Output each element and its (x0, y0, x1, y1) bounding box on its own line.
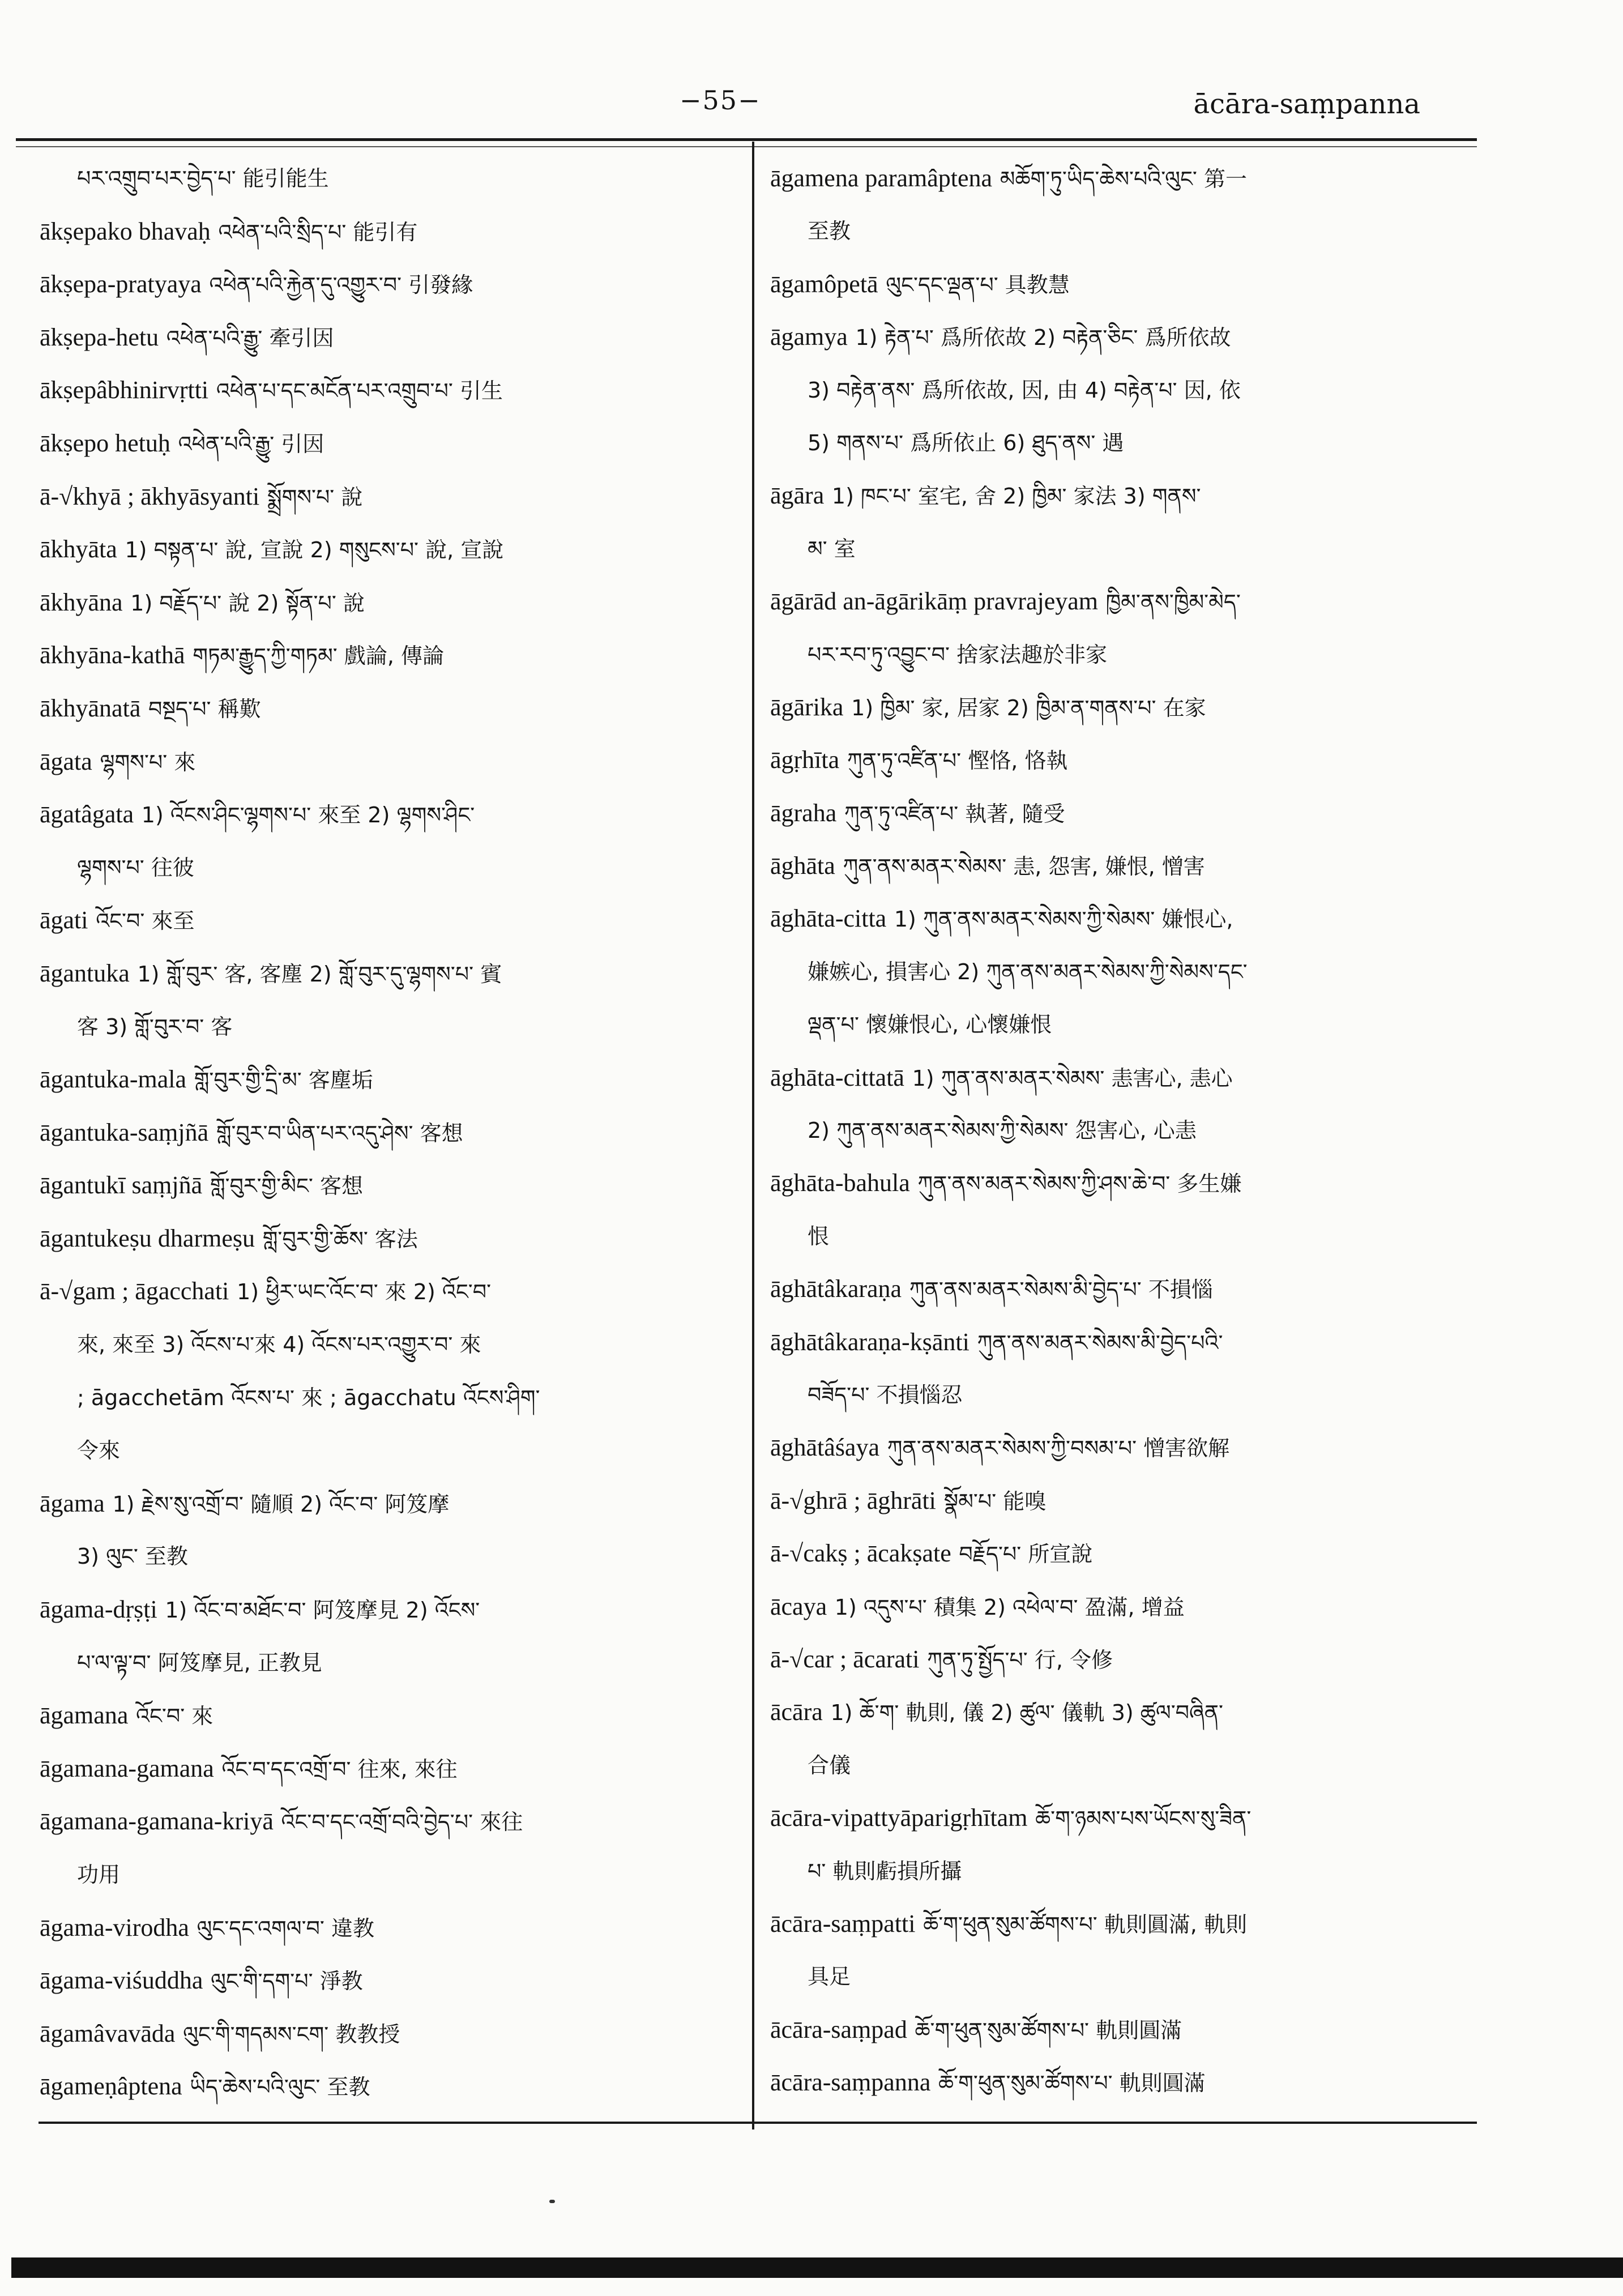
dictionary-entry (40, 1901, 742, 1954)
scan-edge-band (11, 2257, 1623, 2278)
entry-continuation (770, 522, 1478, 575)
entry-headword: āgamâvavāda (40, 2019, 176, 2047)
entry-headword: āgamana-gamana-kriyā (40, 1807, 274, 1836)
entry-headword: āgama-viśuddha (40, 1966, 203, 1995)
entry-headword: ācāra-saṃpad (770, 2015, 907, 2043)
entry-definition: ལུང་གི་དག་པ་ 淨教 (211, 1969, 363, 1994)
entry-headword: āgamana-gamana (40, 1754, 214, 1782)
dictionary-entry (40, 1583, 742, 1636)
entry-headword: āghāta-bahula (770, 1169, 910, 1197)
entry-headword: āghāta (770, 852, 835, 880)
entry-definition: 至教 (808, 219, 851, 244)
entry-definition: སྣོམ་པ་ 能嗅 (943, 1488, 1047, 1514)
entry-definition: 來, 來至 3) འོངས་པ་來 4) འོངས་པར་འགྱུར་བ་ 來 (77, 1332, 481, 1358)
entry-definition: 1) ཀུན་ནས་མནར་སེམས་ཀྱི་སེམས་ 嫌恨心, (894, 907, 1233, 932)
entry-continuation (770, 998, 1478, 1051)
dictionary-entry (770, 1527, 1478, 1580)
entry-continuation (40, 1636, 742, 1689)
entry-definition: 3) ལུང་ 至教 (77, 1544, 188, 1569)
entry-continuation (40, 1424, 742, 1477)
entry-definition: པ་ 軌則虧損所攝 (808, 1858, 962, 1884)
entry-headword: āghātâśaya (770, 1433, 879, 1462)
entry-continuation (40, 841, 742, 894)
entry-headword: āgamôpetā (770, 270, 878, 298)
entry-continuation (40, 152, 742, 205)
entry-definition: 1) བསྟན་པ་ 說, 宣說 2) གསུངས་པ་ 說, 宣說 (125, 537, 504, 563)
dictionary-entry (40, 788, 742, 841)
dictionary-entry (40, 2007, 742, 2060)
entry-definition: གློ་བུར་གྱི་མིང་ 客想 (210, 1173, 363, 1199)
entry-definition: ཆོ་ག་ཕུན་སུམ་ཚོགས་པ་ 軌則圓滿 (938, 2071, 1206, 2096)
entry-definition: ཡིད་ཆེས་པའི་ལུང་ 至教 (190, 2075, 370, 2100)
top-rule-thin (16, 146, 1477, 147)
dictionary-entry (40, 1265, 742, 1318)
dictionary-entry (770, 1156, 1478, 1209)
entry-continuation (770, 1950, 1478, 2003)
entry-headword: āghātâkaraṇa-kṣānti (770, 1328, 969, 1356)
dictionary-entry (770, 1421, 1478, 1474)
entry-definition: ཆོ་ག་ཉམས་པས་ཡོངས་སུ་ཟིན་ (1035, 1806, 1252, 1832)
entry-continuation (770, 628, 1478, 681)
entry-headword: āgatâgata (40, 800, 134, 829)
entry-definition: 1) གློ་བུར་ 客, 客塵 2) གློ་བུར་དུ་ལྷགས་པ་ 賓 (137, 961, 502, 987)
entry-headword: ākhyāta (40, 535, 117, 564)
entry-definition: 1) འདུས་པ་ 積集 2) འཕེལ་བ་ 盈滿, 增益 (834, 1594, 1185, 1620)
entry-headword: āgāra (770, 481, 825, 510)
entry-definition: 嫌嫉心, 損害心 2) ཀུན་ནས་མནར་སེམས་ཀྱི་སེམས་དང་ (808, 959, 1248, 984)
entry-headword: ācāra-vipattyāparigṛhītam (770, 1804, 1028, 1832)
entry-headword: ācāra-saṃpatti (770, 1909, 916, 1937)
entry-definition: པ་ལ་ལྟ་བ་ 阿笈摩見, 正教見 (77, 1650, 322, 1675)
entry-headword: ākṣepâbhinirvṛtti (40, 376, 209, 404)
dictionary-entry (770, 1685, 1478, 1738)
entry-headword: ācāra-saṃpanna (770, 2068, 931, 2097)
entry-headword: āgantukeṣu dharmeṣu (40, 1224, 255, 1252)
entry-headword: ākṣepa-hetu (40, 323, 159, 351)
entry-definition: 1) བརྗོད་པ་ 說 2) སྟོན་པ་ 說 (130, 590, 365, 616)
dictionary-entry (770, 258, 1478, 310)
entry-definition: བརྗོད་པ་ 所宣說 (959, 1542, 1093, 1567)
entry-definition: ལྷགས་པ་ 來 (100, 749, 196, 775)
left-column (40, 152, 742, 2113)
entry-definition: 1) རྟེན་པ་ 爲所依故 2) བརྟེན་ཅིང་ 爲所依故 (855, 325, 1231, 351)
entry-headword: āgantuka-saṃjñā (40, 1118, 209, 1146)
entry-definition: འཕེན་པའི་སྲིད་པ་ 能引有 (218, 219, 418, 245)
entry-definition: གློ་བུར་བ་ཡིན་པར་འདུ་ཤེས་ 客想 (216, 1120, 463, 1146)
entry-headword: āgamana (40, 1701, 129, 1730)
dictionary-entry (770, 733, 1478, 786)
dictionary-entry (40, 1106, 742, 1159)
entry-headword: āghātâkaraṇa (770, 1275, 902, 1303)
entry-definition: པར་འགྲུབ་པར་བྱེད་པ་ 能引能生 (77, 166, 329, 191)
column-divider (752, 142, 754, 2129)
dictionary-entry (40, 682, 742, 735)
entry-definition: ལུང་དང་འགལ་བ་ 違教 (197, 1915, 374, 1941)
entry-definition: 1) ཕྱིར་ཡང་འོང་བ་ 來 2) འོང་བ་ (237, 1279, 492, 1305)
entry-definition: ལུང་དང་ལྡན་པ་ 具教慧 (886, 272, 1070, 297)
dictionary-entry (40, 417, 742, 470)
entry-continuation (40, 1848, 742, 1901)
entry-definition: གཏམ་རྒྱུད་ཀྱི་གཏམ་ 戲論, 傳論 (193, 643, 444, 669)
entry-continuation (40, 1530, 742, 1583)
entry-headword: ā-√khyā ; ākhyāsyanti (40, 482, 260, 510)
dictionary-entry (40, 311, 742, 364)
right-column (770, 152, 1478, 2109)
entry-headword: āgati (40, 906, 88, 934)
entry-definition: 合儀 (808, 1752, 851, 1778)
dictionary-entry (770, 1051, 1478, 1104)
dictionary-entry (40, 1477, 742, 1530)
entry-definition: ཀུན་ཏུ་སྤྱོད་པ་ 行, 令修 (927, 1647, 1113, 1672)
dictionary-entry (40, 1159, 742, 1212)
entry-headword: ākṣepako bhavaḥ (40, 217, 211, 245)
dictionary-entry (770, 1791, 1478, 1844)
dictionary-entry (770, 1897, 1478, 1950)
entry-continuation (770, 364, 1478, 416)
entry-continuation (770, 1210, 1478, 1262)
entry-definition: 1) འོངས་ཤིང་ལྷགས་པ་ 來至 2) ལྷགས་ཤིང་ (141, 803, 475, 828)
entry-definition: ལྡན་པ་ 懷嫌恨心, 心懷嫌恨 (808, 1012, 1052, 1038)
dictionary-entry (770, 469, 1478, 522)
entry-headword: āgantukī saṃjñā (40, 1171, 203, 1200)
entry-headword: āgamya (770, 323, 848, 351)
entry-definition: 1) འོང་བ་མཐོང་བ་ 阿笈摩見 2) འོངས་ (165, 1598, 480, 1623)
entry-definition: ལུང་གི་གདམས་ངག་ 教教授 (183, 2021, 400, 2047)
entry-definition: ཀུན་ནས་མནར་སེམས་ཀྱི་ཤས་ཆེ་བ་ 多生嫌 (917, 1171, 1242, 1197)
entry-definition: 具足 (808, 1964, 851, 1990)
entry-definition: འཕེན་པའི་རྐྱེན་དུ་འགྱུར་བ་ 引發緣 (209, 272, 473, 298)
dictionary-entry (40, 1053, 742, 1106)
dictionary-entry (40, 735, 742, 788)
dictionary-entry (770, 1580, 1478, 1633)
entry-headword: āgama (40, 1489, 105, 1517)
entry-headword: ā-√car ; ācarati (770, 1645, 920, 1673)
dictionary-entry (770, 2003, 1478, 2056)
dictionary-entry (770, 839, 1478, 892)
entry-headword: ākhyānatā (40, 694, 141, 722)
dictionary-entry (40, 470, 742, 523)
entry-continuation (770, 1368, 1478, 1421)
entry-headword: ākṣepa-pratyaya (40, 270, 202, 298)
dictionary-entry (770, 1474, 1478, 1527)
top-rule (16, 138, 1477, 141)
entry-continuation (770, 416, 1478, 469)
page-number: −55− (680, 85, 761, 116)
entry-definition: 1) ཆོ་ག་ 軌則, 儀 2) ཚུལ་ 儀軌 3) ཚུལ་བཞིན་ (830, 1700, 1223, 1726)
entry-definition: 3) བརྟེན་ནས་ 爲所依故, 因, 由 4) བརྟེན་པ་ 因, 依 (808, 377, 1241, 403)
entry-definition: ཆོ་ག་ཕུན་སུམ་ཚོགས་པ་ 軌則圓滿, 軌則 (923, 1911, 1247, 1937)
entry-definition: 客 3) གློ་བུར་བ་ 客 (77, 1014, 233, 1039)
entry-definition: འཕེན་པ་དང་མངོན་པར་འགྲུབ་པ་ 引生 (216, 378, 503, 404)
entry-continuation (770, 1104, 1478, 1156)
entry-continuation (770, 1739, 1478, 1791)
entry-definition: ཀུན་ནས་མནར་སེམས་ 恚, 怨害, 嫌恨, 憎害 (843, 854, 1205, 880)
dictionary-entry (770, 892, 1478, 945)
entry-definition: ཀུན་ཏུ་འཛིན་པ་ 執著, 隨受 (844, 801, 1065, 826)
entry-definition: གློ་བུར་གྱི་དྲི་མ་ 客塵垢 (194, 1068, 373, 1093)
dictionary-entry (40, 1954, 742, 2007)
entry-continuation (40, 1000, 742, 1053)
entry-headword: ācaya (770, 1592, 827, 1620)
entry-headword: āgamena paramâptena (770, 164, 993, 192)
entry-definition: བཟོད་པ་ 不損惱忍 (808, 1382, 963, 1407)
entry-definition: ཀུན་ནས་མནར་སེམས་མི་བྱེད་པའི་ (977, 1330, 1223, 1355)
entry-definition: འཕེན་པའི་རྒྱུ་ 牽引因 (166, 325, 334, 351)
entry-headword: ācāra (770, 1698, 823, 1726)
entry-definition: ཀུན་ནས་མནར་སེམས་ཀྱི་བསམ་པ་ 憎害欲解 (887, 1436, 1230, 1461)
entry-headword: ākhyāna (40, 588, 123, 616)
dictionary-entry (40, 1212, 742, 1265)
dictionary-entry (770, 1316, 1478, 1368)
entry-definition: 恨 (808, 1223, 830, 1249)
entry-headword: āgārika (770, 693, 844, 721)
entry-definition: 1) རྗེས་སུ་འགྲོ་བ་ 隨順 2) འོང་བ་ 阿笈摩 (112, 1491, 450, 1517)
dictionary-entry (40, 1795, 742, 1848)
entry-definition: སྨྲོགས་པ་ 說 (267, 484, 363, 510)
entry-definition: 5) གནས་པ་ 爲所依止 6) ཐུད་ནས་ 遇 (808, 430, 1124, 455)
dictionary-entry (770, 152, 1478, 204)
entry-definition: མཆོག་ཏུ་ཡིད་ཆེས་པའི་ལུང་ 第一 (1000, 167, 1247, 191)
entry-definition: གློ་བུར་གྱི་ཆོས་ 客法 (262, 1226, 418, 1252)
entry-headword: āgṛhīta (770, 746, 840, 774)
dictionary-entry (770, 1262, 1478, 1315)
entry-definition: འོང་བ་དང་འགྲོ་བའི་བྱེད་པ་ 來往 (281, 1810, 523, 1835)
entry-definition: 1) ཁྱིམ་ 家, 居家 2) ཁྱིམ་ན་གནས་པ་ 在家 (851, 695, 1206, 720)
entry-definition: 2) ཀུན་ནས་མནར་སེམས་ཀྱི་སེམས་ 怨害心, 心恚 (808, 1118, 1197, 1143)
entry-headword: āgama-dṛṣṭi (40, 1595, 157, 1624)
dictionary-entry (40, 947, 742, 1000)
dictionary-entry (40, 1742, 742, 1795)
entry-headword: ākhyāna-kathā (40, 641, 185, 669)
dictionary-entry (770, 1633, 1478, 1685)
entry-headword: āgantuka (40, 959, 130, 987)
entry-definition: འཕེན་པའི་རྒྱུ་ 引因 (178, 431, 324, 456)
dictionary-entry (770, 2056, 1478, 2109)
dictionary-entry (770, 310, 1478, 363)
entry-definition: ཆོ་ག་ཕུན་སུམ་ཚོགས་པ་ 軌則圓滿 (915, 2017, 1182, 2043)
entry-definition: བསྔད་པ་ 稱歎 (148, 696, 261, 722)
dictionary-entry (40, 523, 742, 576)
entry-headword: āgārād an-āgārikāṃ pravrajeyam (770, 587, 1098, 616)
entry-definition: ཀུན་ནས་མནར་སེམས་མི་བྱེད་པ་ 不損惱 (909, 1277, 1213, 1303)
dictionary-entry (40, 258, 742, 311)
entry-definition: ཀུན་ཏུ་འཛིན་པ་ 慳恪, 恪執 (847, 748, 1068, 774)
entry-definition: 功用 (77, 1862, 121, 1887)
dictionary-entry (40, 1689, 742, 1742)
dictionary-entry (40, 364, 742, 417)
dictionary-entry (40, 629, 742, 682)
entry-headword: āghāta-cittatā (770, 1063, 904, 1091)
entry-headword: āgameṇâptena (40, 2072, 182, 2101)
entry-definition: ཁྱིམ་ནས་ཁྱིམ་མེད་ (1105, 590, 1241, 615)
entry-headword: āgama-virodha (40, 1913, 189, 1941)
entry-definition: འོང་བ་དང་འགྲོ་བ་ 往來, 來往 (221, 1756, 458, 1782)
entry-headword: ākṣepo hetuḥ (40, 429, 170, 457)
bottom-rule (39, 2122, 1477, 2124)
entry-definition: 1) ཀུན་ནས་མནར་སེམས་ 恚害心, 恚心 (912, 1065, 1233, 1091)
entry-definition: ; āgacchetām འོངས་པ་ 來 ; āgacchatu འོངས་ཤིག་ (77, 1385, 540, 1410)
dictionary-entry (40, 2060, 742, 2113)
entry-definition: མ་ 室 (808, 536, 856, 561)
stray-mark (549, 2200, 555, 2203)
dictionary-entry (770, 575, 1478, 628)
dictionary-entry (770, 681, 1478, 733)
entry-continuation (40, 1318, 742, 1371)
entry-definition: 令來 (77, 1438, 121, 1463)
entry-headword: āgata (40, 747, 92, 775)
entry-definition: 1) ཁང་པ་ 室宅, 舍 2) ཁྱིམ་ 家法 3) གནས་ (831, 484, 1201, 509)
entry-continuation (770, 204, 1478, 257)
dictionary-entry (40, 205, 742, 258)
dictionary-entry (40, 894, 742, 947)
entry-definition: ལྷགས་པ་ 往彼 (77, 855, 194, 880)
entry-definition: པར་རབ་ཏུ་འབྱུང་བ་ 捨家法趣於非家 (808, 642, 1108, 667)
dictionary-entry (770, 787, 1478, 839)
entry-continuation (40, 1371, 742, 1424)
running-head: ācāra-saṃpanna (1193, 88, 1420, 120)
dictionary-entry (40, 576, 742, 629)
entry-definition: འོང་བ་ 來 (136, 1704, 213, 1729)
entry-definition: འོང་བ་ 來至 (96, 908, 195, 934)
entry-headword: ā-√gam ; āgacchati (40, 1277, 229, 1305)
entry-headword: ā-√cakṣ ; ācakṣate (770, 1539, 951, 1568)
entry-headword: āghāta-citta (770, 904, 887, 933)
entry-headword: āgraha (770, 799, 837, 827)
entry-continuation (770, 1845, 1478, 1897)
entry-continuation (770, 945, 1478, 998)
entry-headword: ā-√ghrā ; āghrāti (770, 1486, 936, 1514)
entry-headword: āgantuka-mala (40, 1065, 186, 1094)
